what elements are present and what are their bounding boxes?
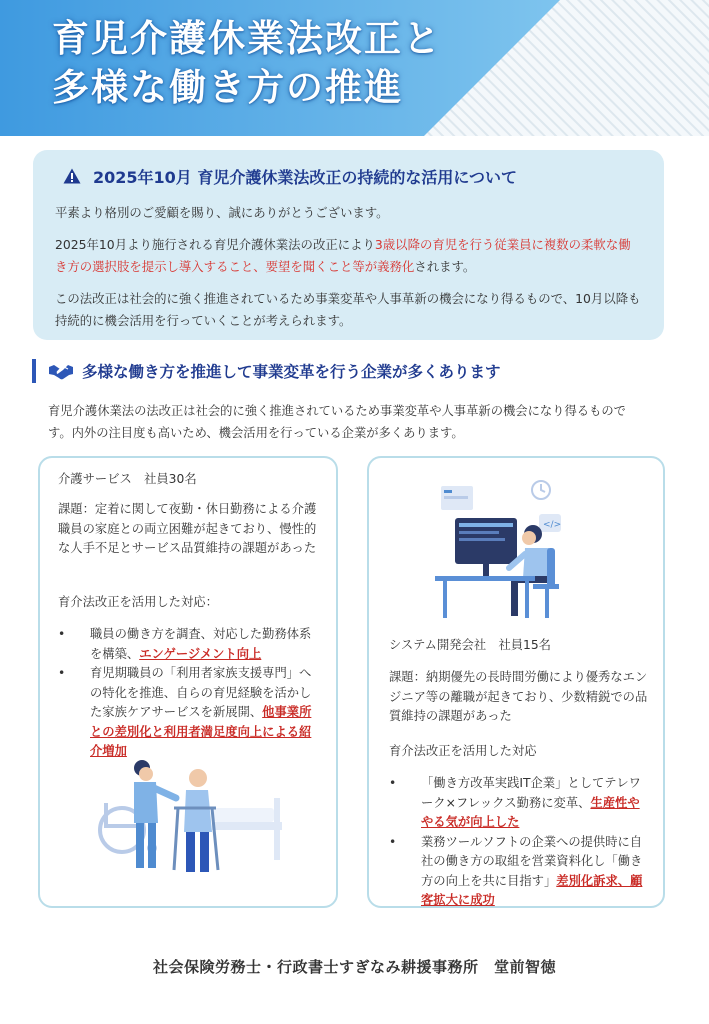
svg-text:</>: </> (543, 520, 562, 530)
section-title: 多様な働き方を推進して事業変革を行う企業が多くあります (82, 363, 501, 381)
bullet-text: 職員の働き方を調査、対応した勤務体系を構築、 (90, 627, 312, 661)
list-item (389, 833, 651, 911)
notice-p2-tail: されます。 (414, 259, 476, 274)
handshake-icon (48, 362, 74, 380)
case-response-list (58, 625, 320, 762)
case-response-label: 育介法改正を活用した対応 (389, 744, 537, 758)
notice-greeting: 平素より格別のご愛顧を賜り、誠にありがとうございます。 (55, 205, 389, 220)
warning-icon (63, 168, 81, 184)
case-response-list (389, 774, 651, 911)
section-intro: 育児介護休業法の法改正は社会的に強く推進されているため事業変革や人事革新の機会になり得るものです。内外の注目度も高いため、機会活用を行っている企業が多くあります。 (48, 404, 626, 440)
notice-p2-highlight: 3歳以降の育児を行う従業員に複数の柔軟な働き方の選択肢を提示し導入すること、要望を聞くこと等が義務化 (55, 237, 631, 274)
title-line-1: 育児介護休業法改正と (52, 17, 442, 60)
case-issue: 課題：納期優先の長時間労働により優秀なエンジニア等の離職が起きており、少数精鋭での品質維持の課題があった (389, 670, 648, 723)
title-line-2: 多様な働き方の推進 (52, 66, 403, 109)
section-accent-bar (32, 359, 36, 383)
footer-office-name: 社会保険労務士・行政書士すぎなみ耕援事務所 堂前智徳 (152, 958, 556, 976)
bullet-highlight: 差別化訴求、顧客拡大に成功 (421, 873, 643, 907)
notice-p2-text: 2025年10月より施行される育児介護休業法の改正により (55, 237, 375, 252)
notice-heading-text: 2025年10月 育児介護休業法改正の持続的な活用について (93, 167, 518, 187)
list-item (58, 664, 320, 762)
bullet-text: 育児期職員の「利用者家族支援専門」への特化を推進、自らの育児経験を活かした家族ケアサービスを新展開、 (90, 666, 312, 719)
list-item (58, 625, 320, 664)
section-heading (32, 358, 501, 384)
notice-box (33, 150, 664, 340)
page-title (52, 14, 442, 112)
engineer-at-computer-illustration (429, 478, 607, 618)
case-card-system-dev (367, 456, 665, 908)
bullet-highlight: 他事業所との差別化と利用者満足度向上による紹介増加 (90, 705, 312, 758)
bullet-text: 「働き方改革実践IT企業」としてテレワーク×フレックス勤務に変革、 (421, 776, 641, 810)
case-response-label: 育介法改正を活用した対応： (58, 595, 218, 609)
notice-paragraph-3: この法改正は社会的に強く推進されているため事業変革や人事革新の機会になり得るもので、10月以降も持続的に機会活用を行っていくことが考えられます。 (55, 291, 641, 328)
notice-heading (55, 164, 642, 188)
bullet-text: 業務ツールソフトの企業への提供時に自社の働き方の取組を営業資料化し「働き方の向上を共に目指す」 (421, 834, 643, 888)
case-card-care-service (38, 456, 338, 908)
bullet-highlight: エンゲージメント向上 (139, 646, 262, 661)
bullet-highlight: 生産性ややる気が向上した (421, 795, 640, 829)
list-item (389, 774, 651, 833)
case-company: 介護サービス 社員30名 (58, 472, 197, 486)
caregiver-illustration (94, 748, 284, 888)
header-banner (0, 0, 709, 136)
case-issue: 課題：定着に関して夜勤・休日勤務による介護職員の家庭との両立困難が起きており、慢性的な人手不足とサービス品質維持の課題があった (58, 502, 317, 555)
case-company: システム開発会社 社員15名 (389, 638, 551, 652)
notice-paragraph-2 (55, 234, 642, 278)
